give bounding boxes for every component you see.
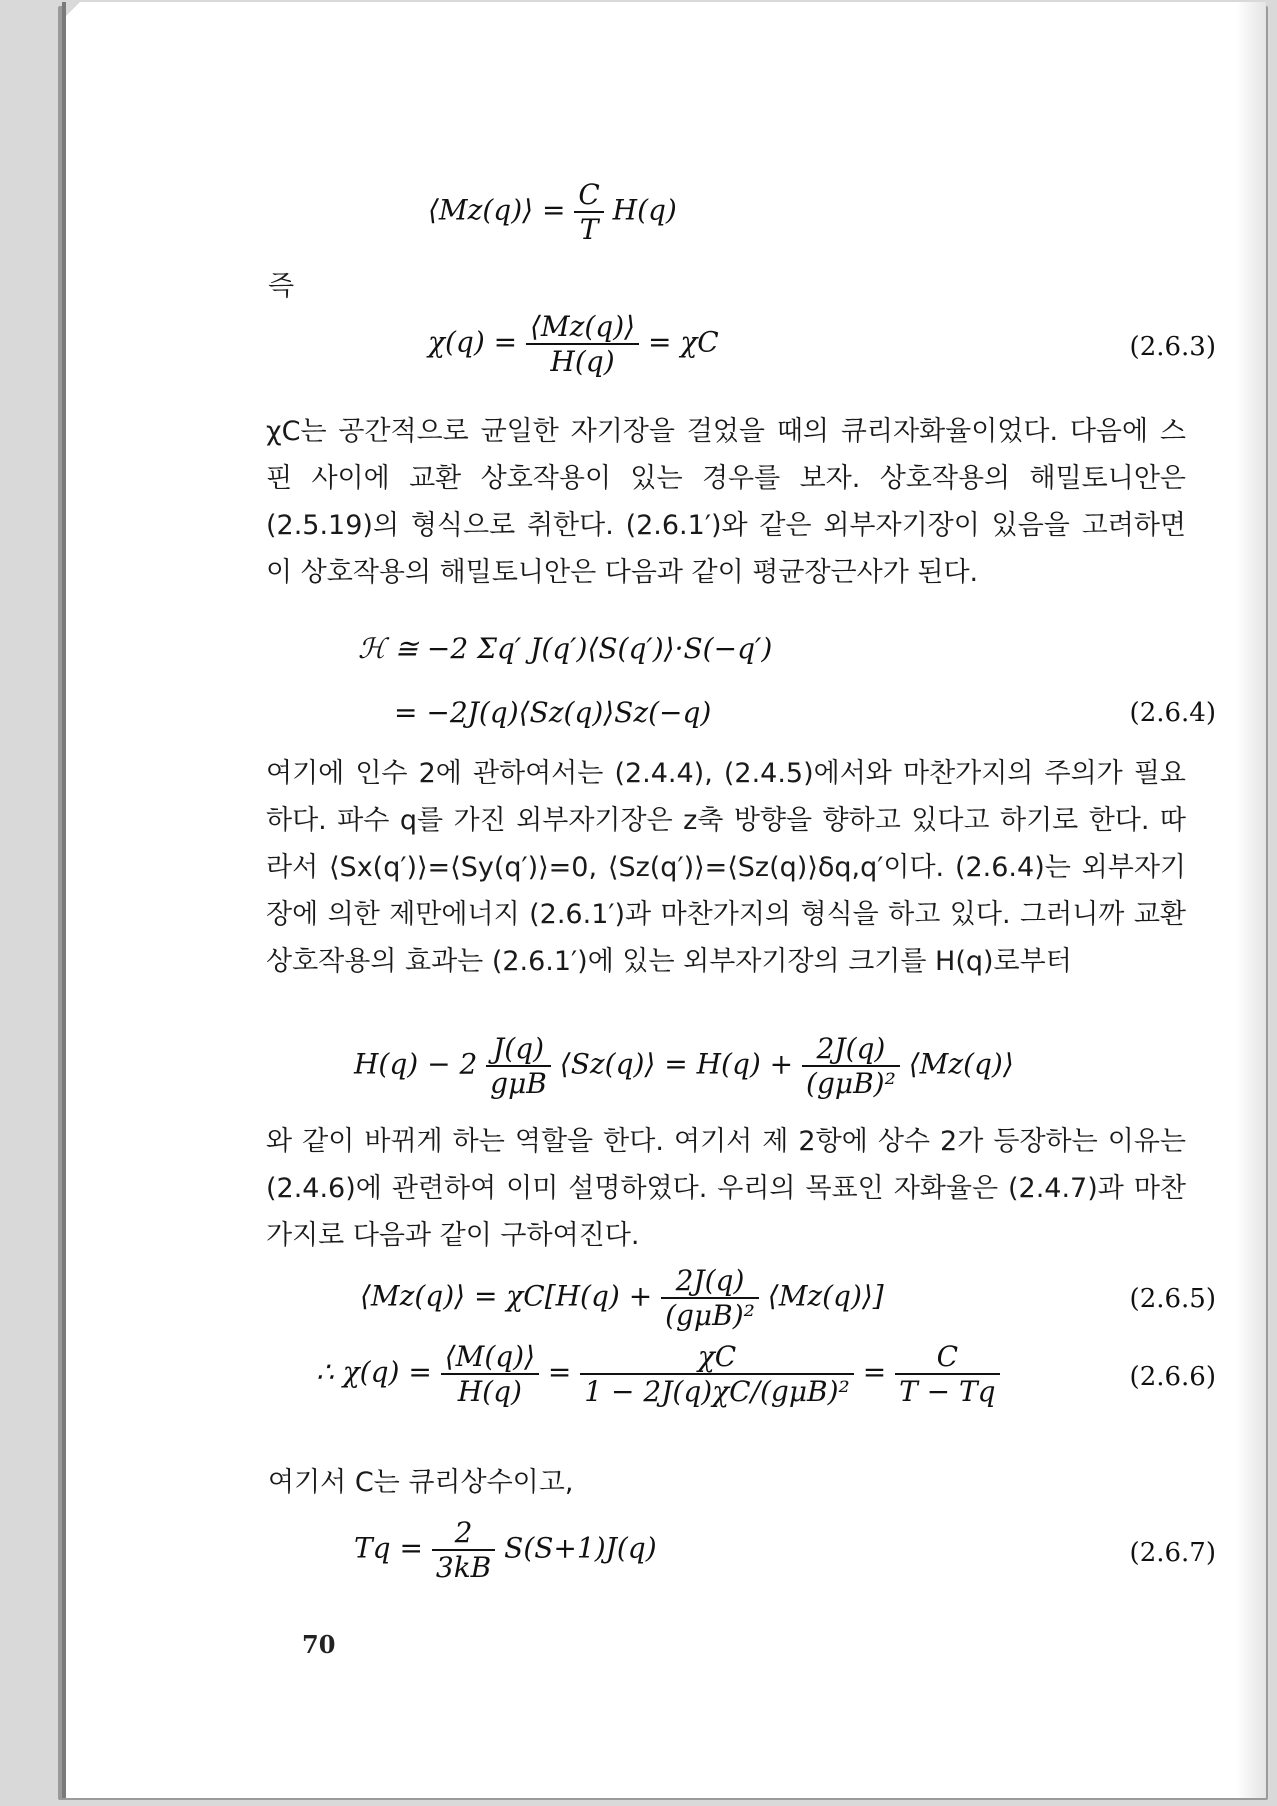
page-edge-shade bbox=[1236, 2, 1266, 1798]
equation-mz: ⟨Mz(q)⟩ = $\frac{C}{T}$ H(q) bbox=[428, 178, 677, 246]
equation-number-2-6-4: (2.6.4) bbox=[1129, 698, 1216, 728]
equation-h-effective: H(q) − 2 $\frac{J(q)}{\text{gμB}}$ ⟨Sz(q)⟩ = H(q) + $\frac{2J(q)}{\text{(gμB)²}}$ ⟨Mz(q)⟩ bbox=[354, 1032, 1014, 1100]
book-page bbox=[62, 2, 1266, 1798]
page-number: 70 bbox=[302, 1630, 336, 1659]
equation-number-2-6-7: (2.6.7) bbox=[1129, 1538, 1216, 1568]
equation-number-2-6-5: (2.6.5) bbox=[1129, 1284, 1216, 1314]
paragraph-3: 와 같이 바뀌게 하는 역할을 한다. 여기서 제 2항에 상수 2가 등장하는 이유는 (2.4.6)에 관련하여 이미 설명하였다. 우리의 목표인 자화율은 (2.4.7)과 마찬가지로 다음과 같이 구하여진다. bbox=[266, 1126, 1186, 1251]
equation-2-6-6: ∴ χ(q) = $\frac{⟨M(q)⟩}{H(q)}$ = $\frac{\chi C}{\text{1 − 2J(q)χC/(gμB)²}}$ = $\frac{C}{T - Tq}$ bbox=[316, 1340, 1000, 1408]
word-jeuk: 즉 bbox=[268, 271, 295, 302]
equation-2-6-5: ⟨Mz(q)⟩ = χC[H(q) + $\frac{2J(q)}{\text{(gμB)²}}$ ⟨Mz(q)⟩] bbox=[360, 1264, 884, 1332]
equation-number-2-6-3: (2.6.3) bbox=[1129, 332, 1216, 362]
equation-2-6-4-line1: ℋ ≅ −2 Σq′ J(q′)⟨S(q′)⟩·S(−q′) bbox=[358, 632, 773, 665]
paragraph-2: 여기에 인수 2에 관하여서는 (2.4.4), (2.4.5)에서와 마찬가지의 주의가 필요하다. 파수 q를 가진 외부자기장은 z축 방향을 향하고 있다고 하기로 한다. 따라서 ⟨Sx(q′)⟩=⟨Sy(q′)⟩=0, ⟨Sz(q′)⟩=⟨Sz(q)⟩δq,q′이다. (2.6.4)는 외부자기장에 의한 제만에너지 (2.6.1′)과 마찬가지의 형식을 하고 있다. 그러니까 교환 상호작용의 효과는 (2.6.1′)에 있는 외부자기장의 크기를 H(q)로부터 bbox=[266, 758, 1186, 977]
equation-2-6-7: Tq = $\frac{2}{3kB}$ S(S+1)J(q) bbox=[354, 1516, 657, 1584]
equation-number-2-6-6: (2.6.6) bbox=[1129, 1362, 1216, 1392]
paragraph-4: 여기서 C는 큐리상수이고, bbox=[268, 1467, 574, 1498]
paragraph-1: χC는 공간적으로 균일한 자기장을 걸었을 때의 큐리자화율이었다. 다음에 스핀 사이에 교환 상호작용이 있는 경우를 보자. 상호작용의 해밀토니안은 (2.5.19)의 형식으로 취한다. (2.6.1′)와 같은 외부자기장이 있음을 고려하면 이 상호작용의 해밀토니안은 다음과 같이 평균장근사가 된다. bbox=[266, 416, 1186, 588]
page-corner bbox=[66, 2, 80, 16]
equation-2-6-3: χ(q) = $\frac{⟨Mz(q)⟩}{H(q)}$ = χC bbox=[428, 310, 719, 378]
equation-2-6-4-line2: = −2J(q)⟨Sz(q)⟩Sz(−q) bbox=[394, 696, 712, 729]
